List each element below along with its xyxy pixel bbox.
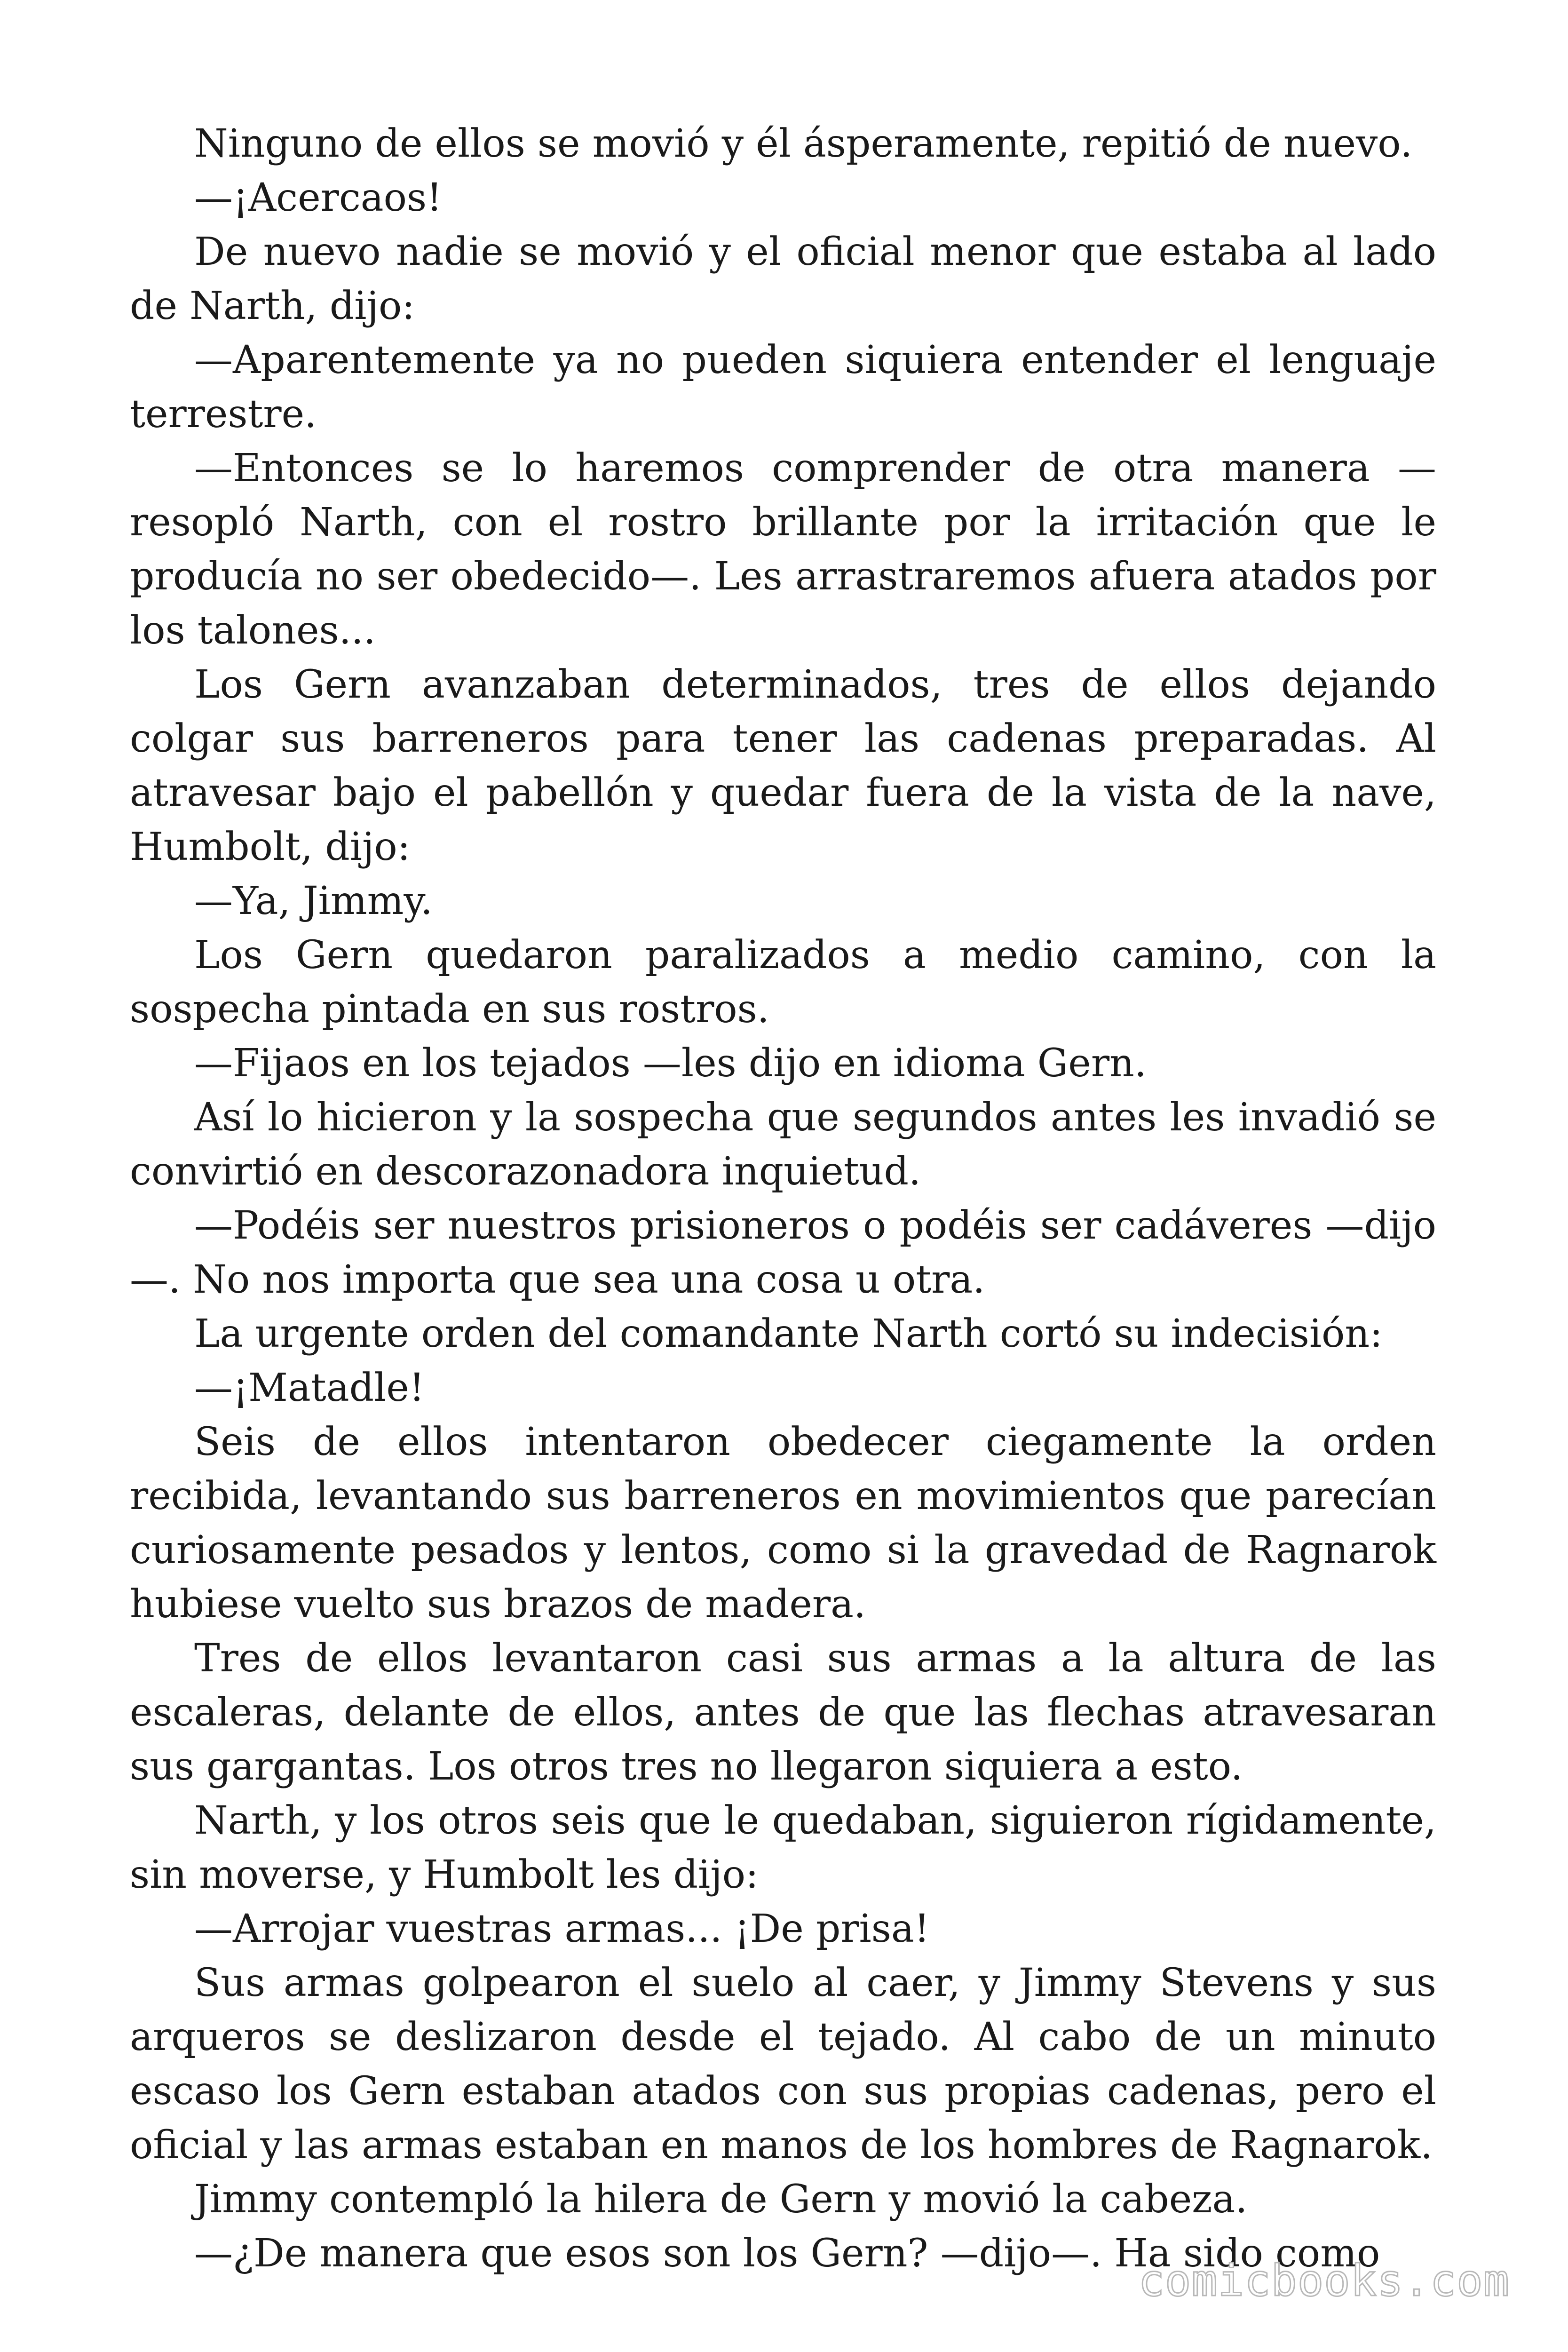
paragraph: —Podéis ser nuestros prisioneros o podéis ser cadáveres —dijo —. No nos importa que sea una cosa u otra. xyxy=(130,1203,1436,1302)
paragraph: Ninguno de ellos se movió y él ásperamente, repitió de nuevo. xyxy=(194,121,1413,166)
paragraph: Así lo hicieron y la sospecha que segundos antes les invadió se convirtió en descorazonadora inquietud. xyxy=(130,1095,1436,1194)
paragraph: —Aparentemente ya no pueden siquiera entender el lenguaje terrestre. xyxy=(130,338,1436,437)
paragraph: —¿De manera que esos son los Gern? —dijo—. Ha sido como xyxy=(194,2231,1380,2276)
paragraph: —Ya, Jimmy. xyxy=(194,879,433,923)
paragraph: —Fijaos en los tejados —les dijo en idioma Gern. xyxy=(194,1041,1147,1086)
body-text xyxy=(130,117,1436,2280)
paragraph: —Arrojar vuestras armas... ¡De prisa! xyxy=(194,1907,930,1951)
paragraph: Los Gern avanzaban determinados, tres de ellos dejando colgar sus barreneros para tener las cadenas preparadas. Al atravesar bajo el pabellón y quedar fuera de la vista de la nave, Humbolt, dijo: xyxy=(130,662,1436,869)
paragraph: Sus armas golpearon el suelo al caer, y Jimmy Stevens y sus arqueros se deslizaron desde el tejado. Al cabo de un minuto escaso los Gern estaban atados con sus propias cadenas, pero el oficial y las armas estaban en manos de los hombres de Ragnarok. xyxy=(130,1961,1436,2168)
paragraph: De nuevo nadie se movió y el oficial menor que estaba al lado de Narth, dijo: xyxy=(130,230,1436,328)
paragraph: La urgente orden del comandante Narth cortó su indecisión: xyxy=(194,1311,1383,1356)
paragraph: Tres de ellos levantaron casi sus armas a la altura de las escaleras, delante de ellos, antes de que las flechas atravesaran sus gargantas. Los otros tres no llegaron siquiera a esto. xyxy=(130,1636,1436,1789)
paragraph: Jimmy contempló la hilera de Gern y movió la cabeza. xyxy=(194,2177,1248,2222)
watermark: comicbooks.com xyxy=(1138,2256,1510,2306)
paragraph: —Entonces se lo haremos comprender de otra manera —resopló Narth, con el rostro brillante por la irritación que le producía no ser obedecido—. Les arrastraremos afuera atados por los talones... xyxy=(130,446,1436,653)
paragraph: Narth, y los otros seis que le quedaban, siguieron rígidamente, sin moverse, y Humbolt les dijo: xyxy=(130,1798,1436,1897)
paragraph: Seis de ellos intentaron obedecer ciegamente la orden recibida, levantando sus barreneros en movimientos que parecían curiosamente pesados y lentos, como si la gravedad de Ragnarok hubiese vuelto sus brazos de madera. xyxy=(130,1420,1436,1627)
paragraph: —¡Matadle! xyxy=(194,1366,425,1410)
paragraph: Los Gern quedaron paralizados a medio camino, con la sospecha pintada en sus rostros. xyxy=(130,933,1436,1032)
paragraph: —¡Acercaos! xyxy=(194,175,443,220)
